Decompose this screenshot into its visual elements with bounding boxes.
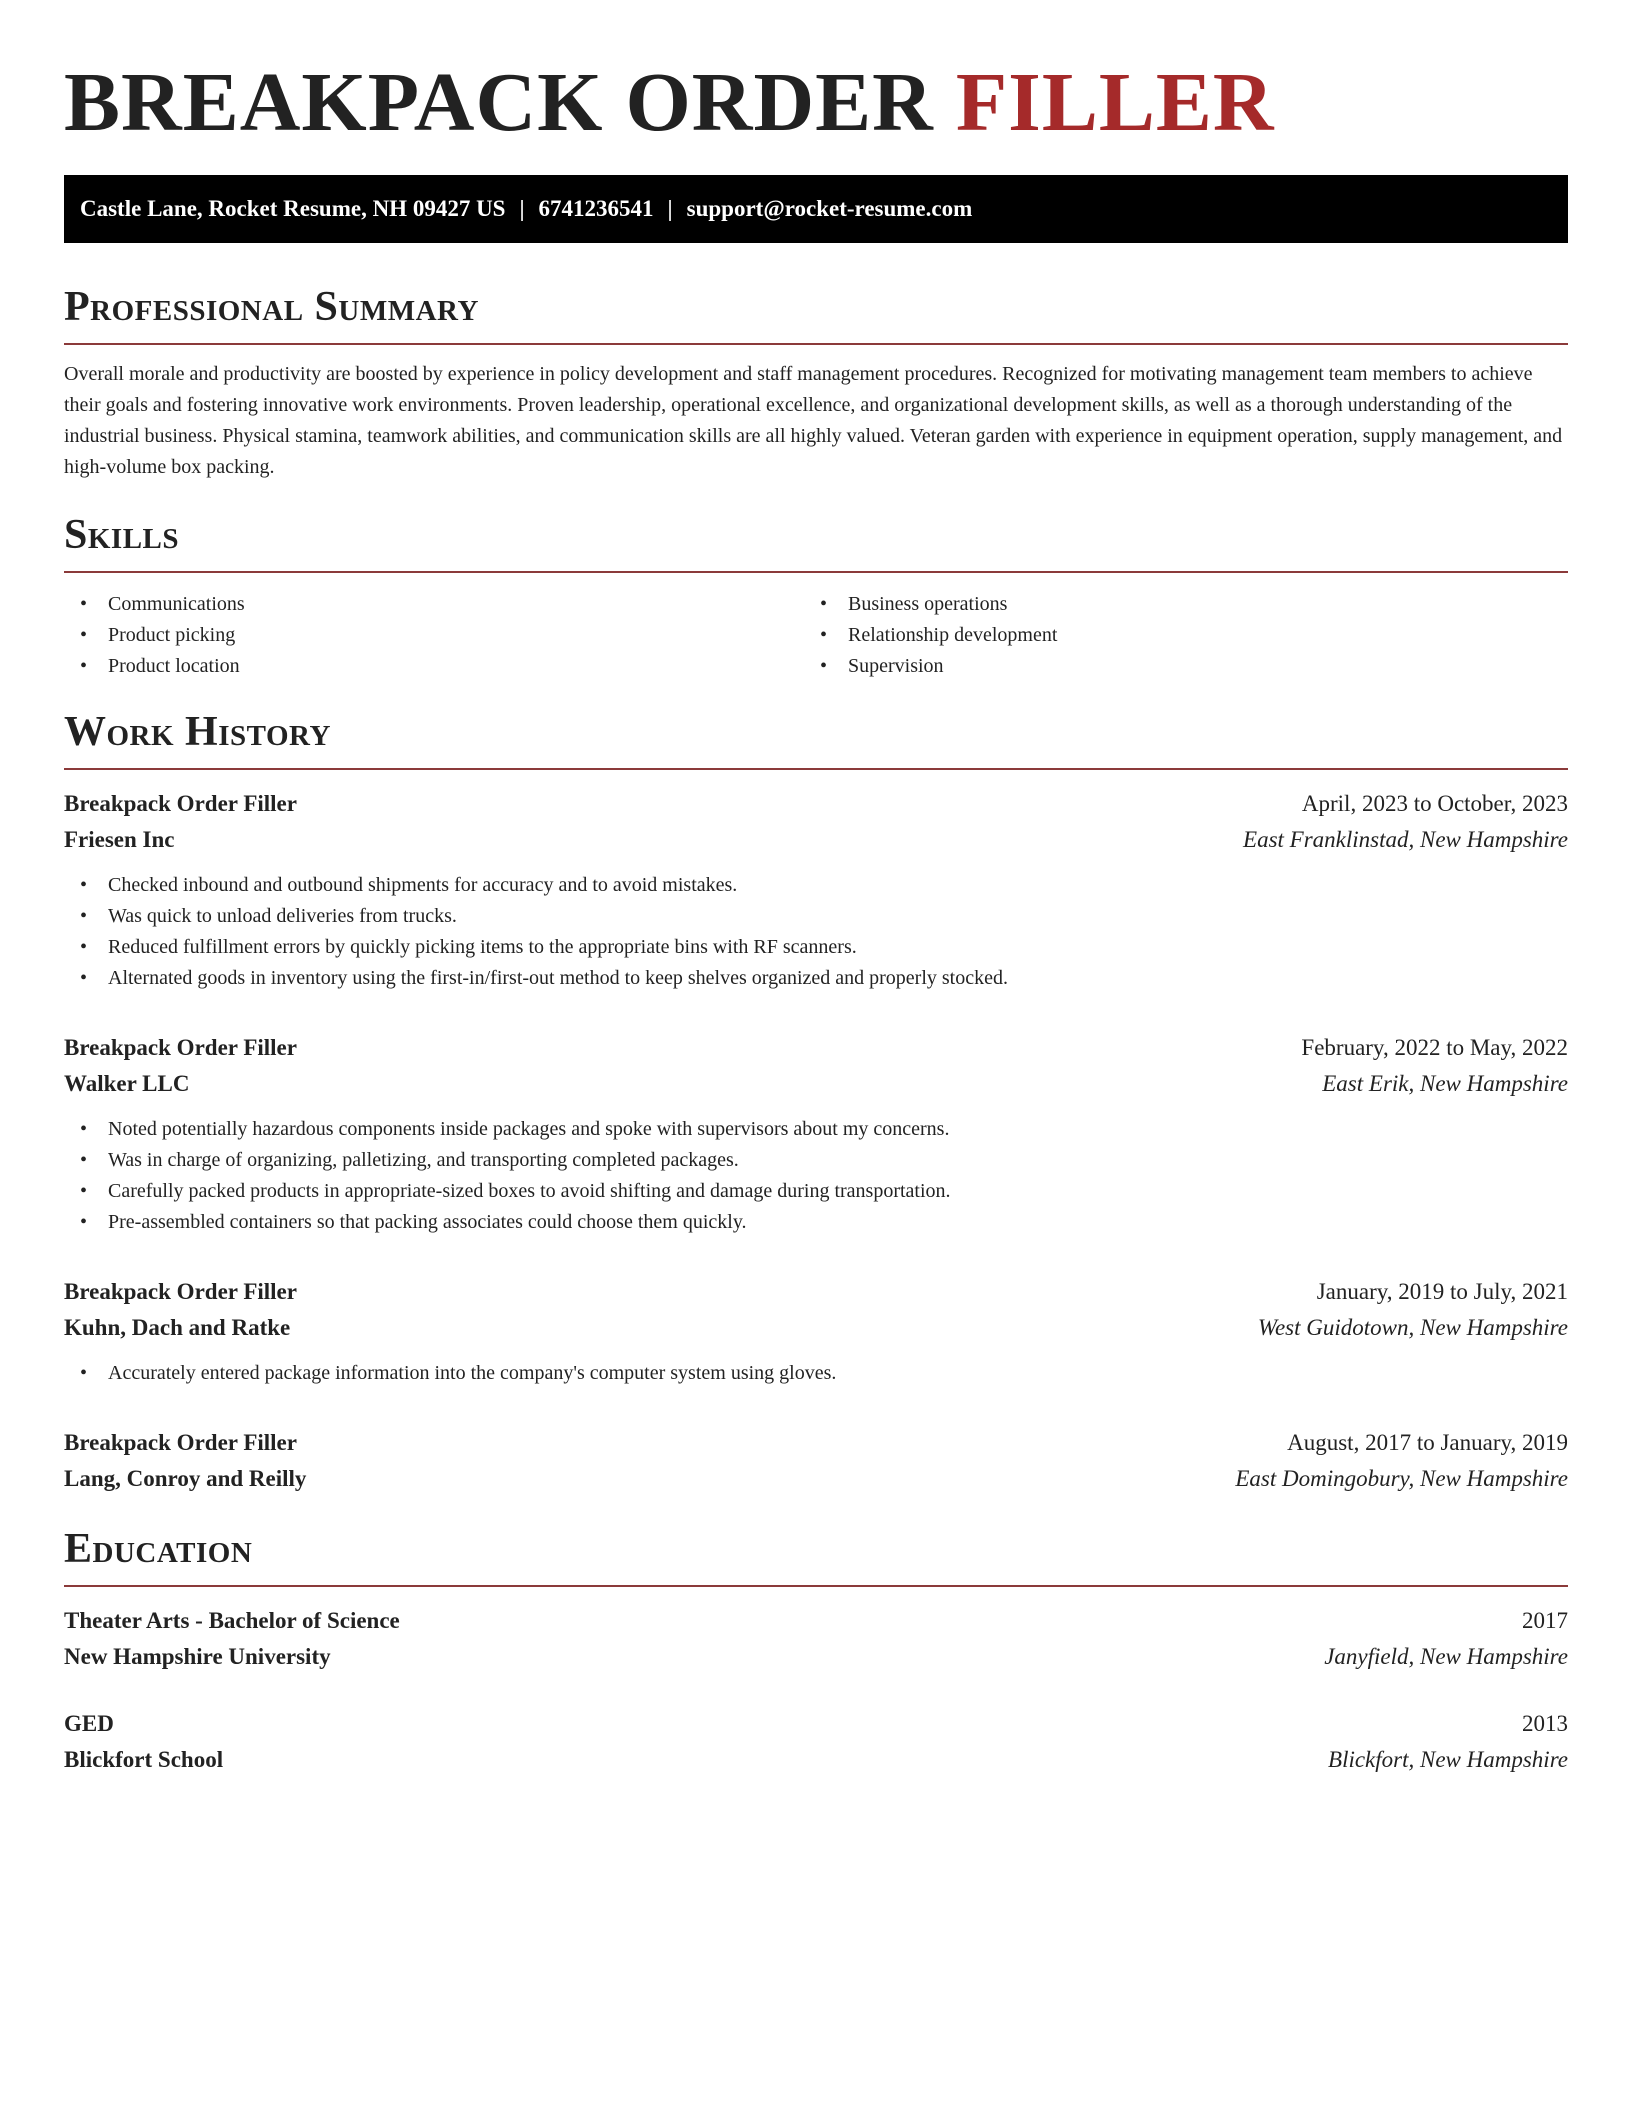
- job-dates: February, 2022 to May, 2022: [1301, 1035, 1568, 1060]
- skills-column-left: [64, 589, 804, 682]
- section-divider: [64, 343, 1568, 345]
- job-title: Breakpack Order Filler: [64, 1035, 297, 1060]
- job-bullet: • Was quick to unload deliveries from trucks.: [64, 901, 1568, 932]
- job-bullet: • Reduced fulfillment errors by quickly picking items to the appropriate bins with RF scanners.: [64, 932, 1568, 963]
- job-title: Breakpack Order Filler: [64, 1279, 297, 1304]
- job-location: West Guidotown, New Hampshire: [1257, 1315, 1568, 1340]
- contact-address: Castle Lane, Rocket Resume, NH 09427 US: [80, 196, 506, 221]
- job-bullet: • Checked inbound and outbound shipments for accuracy and to avoid mistakes.: [64, 870, 1568, 901]
- resume-page: [64, 0, 1568, 1778]
- section-divider: [64, 1585, 1568, 1587]
- job-company: Kuhn, Dach and Ratke: [64, 1315, 291, 1340]
- education-entry: [64, 1706, 1568, 1778]
- job-location: East Domingobury, New Hampshire: [1235, 1466, 1568, 1491]
- skill-item: • Supervision: [804, 651, 1544, 682]
- education-year: 2017: [1522, 1608, 1568, 1633]
- job-bullet: • Noted potentially hazardous components inside packages and spoke with supervisors about my concerns.: [64, 1114, 1568, 1145]
- contact-separator: |: [667, 196, 673, 221]
- skills-list: [64, 589, 1568, 682]
- work-history-section: [64, 706, 1568, 1497]
- education-school: Blickfort School: [64, 1747, 224, 1772]
- resume-name: [64, 0, 1568, 152]
- job-entry: [64, 786, 1568, 994]
- job-bullet: • Was in charge of organizing, palletizing, and transporting completed packages.: [64, 1145, 1568, 1176]
- job-bullets: [64, 1358, 1568, 1389]
- job-bullets: [64, 1114, 1568, 1238]
- section-divider: [64, 768, 1568, 770]
- education-school: New Hampshire University: [64, 1644, 331, 1669]
- skills-column-right: [804, 589, 1544, 682]
- job-dates: August, 2017 to January, 2019: [1287, 1430, 1568, 1455]
- job-dates: April, 2023 to October, 2023: [1301, 791, 1568, 816]
- section-divider: [64, 571, 1568, 573]
- section-title-work-history: Work History: [64, 709, 331, 755]
- skill-item: • Business operations: [804, 589, 1544, 620]
- skill-item: • Communications: [64, 589, 804, 620]
- job-company: Walker LLC: [64, 1071, 190, 1096]
- job-location: East Franklinstad, New Hampshire: [1243, 827, 1568, 852]
- education-location: Janyfield, New Hampshire: [1324, 1644, 1568, 1669]
- education-location: Blickfort, New Hampshire: [1328, 1747, 1568, 1772]
- name-accent: FILLER: [955, 56, 1275, 149]
- skills-section: [64, 509, 1568, 682]
- education-entry: [64, 1603, 1568, 1675]
- skill-item: • Product location: [64, 651, 804, 682]
- skill-item: • Product picking: [64, 620, 804, 651]
- section-title-education: Education: [64, 1526, 253, 1572]
- job-bullets: [64, 870, 1568, 994]
- job-bullet: • Carefully packed products in appropriate-sized boxes to avoid shifting and damage during transportation.: [64, 1176, 1568, 1207]
- job-company: Friesen Inc: [64, 827, 175, 852]
- job-company: Lang, Conroy and Reilly: [64, 1466, 307, 1491]
- skill-item: • Relationship development: [804, 620, 1544, 651]
- job-entry: [64, 1425, 1568, 1497]
- education-degree: GED: [64, 1711, 114, 1736]
- job-bullet: • Pre-assembled containers so that packing associates could choose them quickly.: [64, 1207, 1568, 1238]
- job-bullet: • Alternated goods in inventory using the first-in/first-out method to keep shelves organized and properly stocked.: [64, 963, 1568, 994]
- contact-separator: |: [519, 196, 525, 221]
- job-entry: [64, 1030, 1568, 1238]
- job-entry: [64, 1274, 1568, 1389]
- education-section: [64, 1523, 1568, 1778]
- summary-section: [64, 281, 1568, 483]
- job-location: East Erik, New Hampshire: [1322, 1071, 1568, 1096]
- contact-email: support@rocket-resume.com: [686, 196, 973, 221]
- education-year: 2013: [1522, 1711, 1568, 1736]
- section-title-summary: Professional Summary: [64, 284, 479, 330]
- education-degree: Theater Arts - Bachelor of Science: [64, 1608, 400, 1633]
- name-main: BREAKPACK ORDER: [64, 56, 934, 149]
- summary-text: Overall morale and productivity are boosted by experience in policy development and staff management procedures. Recognized for motivating management team members to achieve their goals and fostering innovative work environments. Proven leadership, operational excellence, and organizational development skills, as well as a thorough understanding of the industrial business. Physical stamina, teamwork abilities, and communication skills are all highly valued. Veteran garden with experience in equipment operation, supply management, and high-volume box packing.: [64, 363, 1563, 478]
- contact-phone: 6741236541: [538, 196, 654, 221]
- contact-bar: [64, 175, 1568, 243]
- job-bullet: • Accurately entered package information into the company's computer system using gloves.: [64, 1358, 1568, 1389]
- job-dates: January, 2019 to July, 2021: [1316, 1279, 1568, 1304]
- job-title: Breakpack Order Filler: [64, 1430, 297, 1455]
- job-title: Breakpack Order Filler: [64, 791, 297, 816]
- section-title-skills: Skills: [64, 512, 180, 558]
